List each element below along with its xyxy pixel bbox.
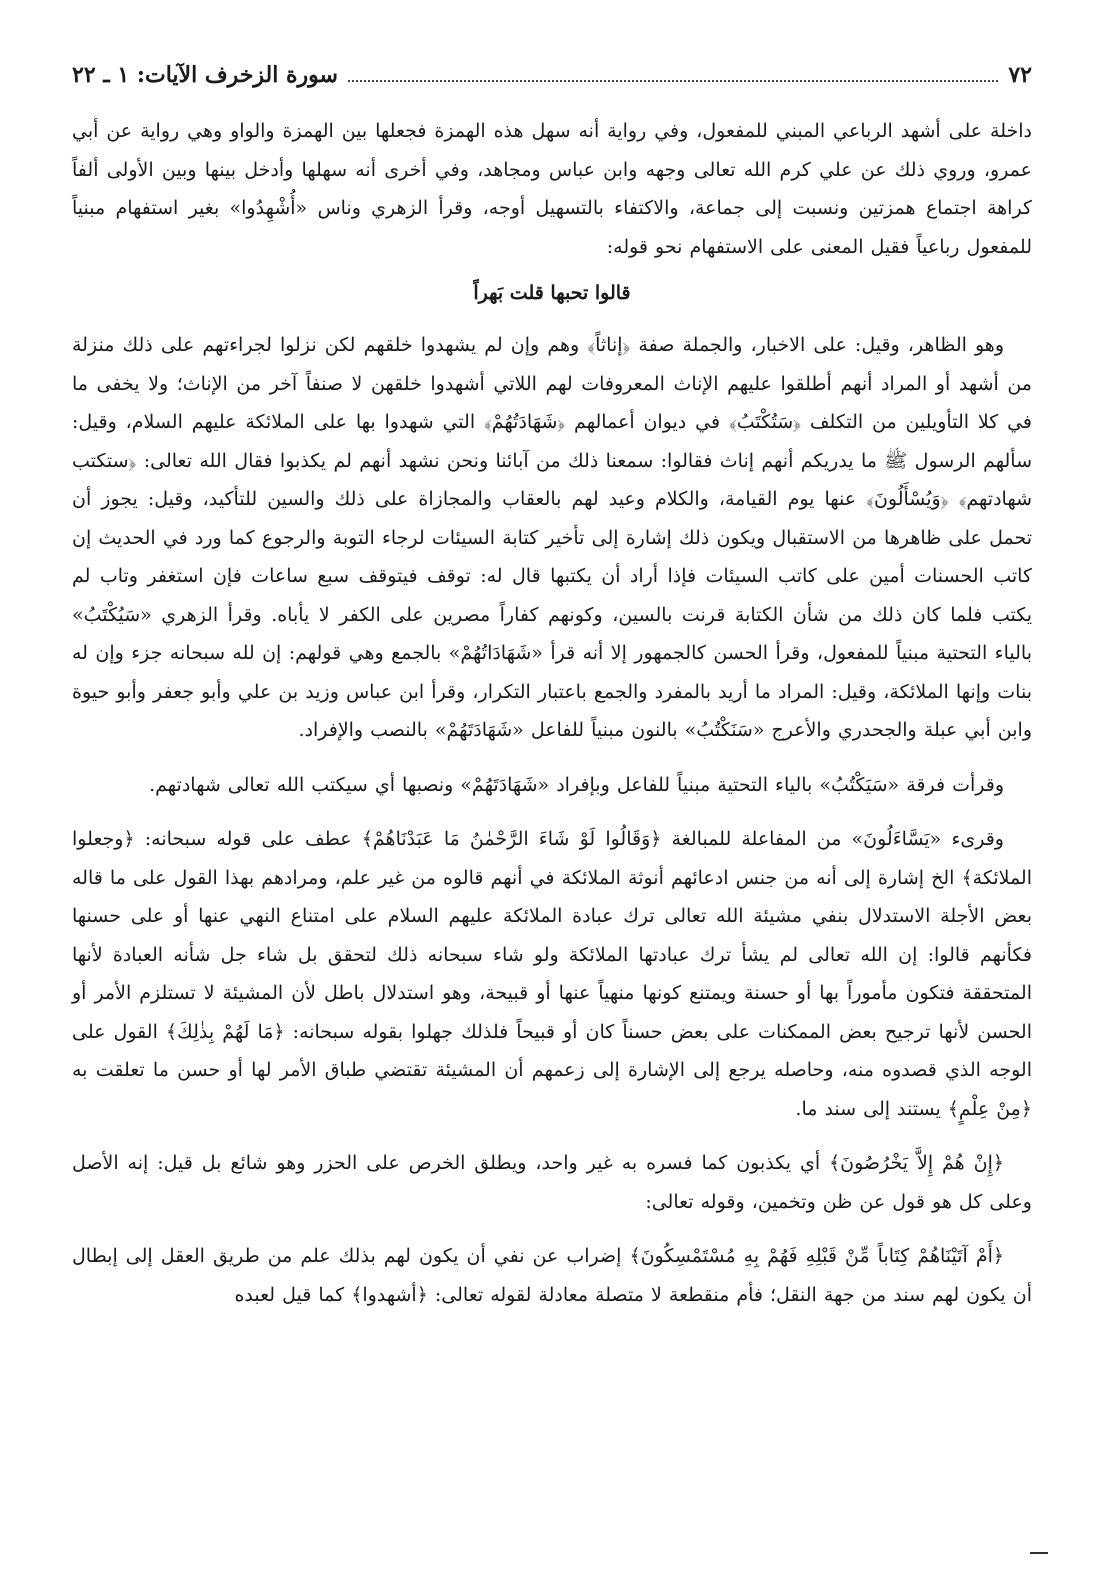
running-head — [72, 58, 1032, 98]
paragraph-1: داخلة على أشهد الرباعي المبني للمفعول، وفي رواية أنه سهل هذه الهمزة فجعلها بين الهمزة والواو وهي رواية عن أبي عمرو، وروي ذلك عن علي كرم الله تعالى وجهه وابن عباس ومجاهد، وفي أخرى أنه سهلها وأدخل بينها وبين الأولى ألفاً كراهة اجتماع همزتين ونسبت إلى جماعة، والاكتفاء بالتسهيل أوجه، وقرأ الزهري وناس «أُشْهِدُوا» بغير استفهام مبنياً للمفعول رباعياً فقيل المعنى على الاستفهام نحو قوله: — [72, 120, 1032, 258]
page — [72, 58, 1032, 1330]
paragraph-4: وقرىء «يَسَّاءَلُونَ» من المفاعلة للمبالغة ﴿وَقَالُوا لَوْ شَاءَ الرَّحْمٰنُ مَا عَبَدْنَاهُمْ﴾ عطف على قوله سبحانه: ﴿وجعلوا الملائكة﴾ الخ إشارة إلى أنه من جنس ادعائهم أنوثة الملائكة في أنهم قالوه من غير علم، ومرادهم بهذا القول على ما قاله بعض الأجلة الاستدلال بنفي مشيئة الله تعالى ترك عبادة الملائكة عليهم السلام على امتناع النهي عنها أو على حسنها فكأنهم قالوا: إن الله تعالى لم يشأ ترك عبادتها الملائكة ولو شاء سبحانه ذلك لتحقق بل شاء جل شأنه العبادة لأنها المتحققة فتكون مأموراً بها أو حسنة ويمتنع كونها منهياً عنها أو قبيحة، وهو استدلال باطل لأن المشيئة لا تستلزم الأمر أو الحسن لأنها ترجيح بعض الممكنات على بعض حسناً كان أو قبيحاً فلذلك جهلوا بقوله سبحانه: ﴿مَا لَهُمْ بِذٰلِكَ﴾ القول على الوجه الذي قصدوه منه، وحاصله يرجع إلى الإشارة إلى زعمهم أن المشيئة تقتضي طباق الأمر لها أو حسن ما تعلقت به ﴿مِنْ عِلْمٍ﴾ يستند إلى سند ما. — [72, 828, 1032, 1120]
paragraph-6: ﴿أَمْ آتَيْنَاهُمْ كِتَاباً مِّنْ قَبْلِهِ فَهُمْ بِهِ مُسْتَمْسِكُونَ﴾ إضراب عن نفي أن يكون لهم بذلك علم من طريق العقل إلى إبطال أن يكون لهم سند من جهة النقل؛ فأم منقطعة لا متصلة معادلة لقوله تعالى: ﴿أشهدوا﴾ كما قيل لعبده — [72, 1245, 1032, 1306]
surah-title: سورة الزخرف الآيات: ١ ـ ٢٢ — [72, 62, 338, 88]
poetry-verse: قالوا تحبها قلت بَهراً — [473, 282, 631, 304]
paragraph-3: وقرأت فرقة «سَيَكْتُبُ» بالياء التحتية مبنياً للفاعل وبإفراد «شَهَادَتَهُمْ» ونصبها أي سيكتب الله تعالى شهادتهم. — [149, 773, 1004, 796]
paragraph-2: وهو الظاهر، وقيل: على الاخبار، والجملة صفة ﴿إناثاً﴾ وهم وإن لم يشهدوا خلقهم لكن نزلوا لجراءتهم على ذلك منزلة من أشهد أو المراد أنهم أطلقوا عليهم الإناث المعروفات لهم اللاتي أشهدوا خلقهن لا صنفاً آخر من الإناث؛ ولا يخفى ما في كلا التأويلين من التكلف ﴿سَتُكْتَبُ﴾ في ديوان أعمالهم ﴿شَهَادَتُهُمْ﴾ التي شهدوا بها على الملائكة عليهم السلام، وقيل: سألهم الرسول ﷺ ما يدريكم أنهم إناث فقالوا: سمعنا ذلك من آبائنا ونحن نشهد أنهم لم يكذبوا فقال الله تعالى: ﴿ستكتب شهادتهم﴾ ﴿وَيُسْأَلُونَ﴾ عنها يوم القيامة، والكلام وعيد لهم بالعقاب والمجازاة على ذلك والسين للتأكيد، وقيل: يجوز أن تحمل على ظاهرها من الاستقبال ويكون ذلك إشارة إلى تأخير كتابة السيئات لرجاء التوبة والرجوع كما ورد في الحديث إن كاتب الحسنات أمين على كاتب السيئات فإذا أراد أن يكتبها قال له: توقف فيتوقف سبع ساعات فإن استغفر وتاب لم يكتب فلما كان ذلك من شأن الكتابة قرنت بالسين، وكونهم كفاراً مصرين على الكفر لا يأباه. وقرأ الزهري «سَيُكْتَبُ» بالياء التحتية مبنياً للمفعول، وقرأ الحسن كالجمهور إلا أنه قرأ «شَهَادَاتُهُمْ» بالجمع وهي قولهم: إن لله سبحانه جزء وإن له بنات وإنها الملائكة، وقيل: المراد ما أريد بالمفرد والجمع باعتبار التكرار، وقرأ ابن عباس وزيد بن علي وأبو جعفر وأبو حيوة وابن أبي عبلة والجحدري والأعرج «سَنَكْتُبُ» بالنون مبنياً للفاعل «شَهَادَتَهُمْ» بالنصب والإفراد. — [72, 334, 1032, 741]
page-number: ٧٢ — [1008, 62, 1032, 88]
paragraph-5: ﴿إِنْ هُمْ إِلاَّ يَخْرُصُونَ﴾ أي يكذبون كما فسره به غير واحد، ويطلق الخرص على الحزر وهو شائع بل قيل: إنه الأصل وعلى كل هو قول عن ظن وتخمين، وقوله تعالى: — [72, 1152, 1032, 1213]
continuation-mark — [1030, 1552, 1048, 1554]
leader-dots — [348, 80, 998, 82]
